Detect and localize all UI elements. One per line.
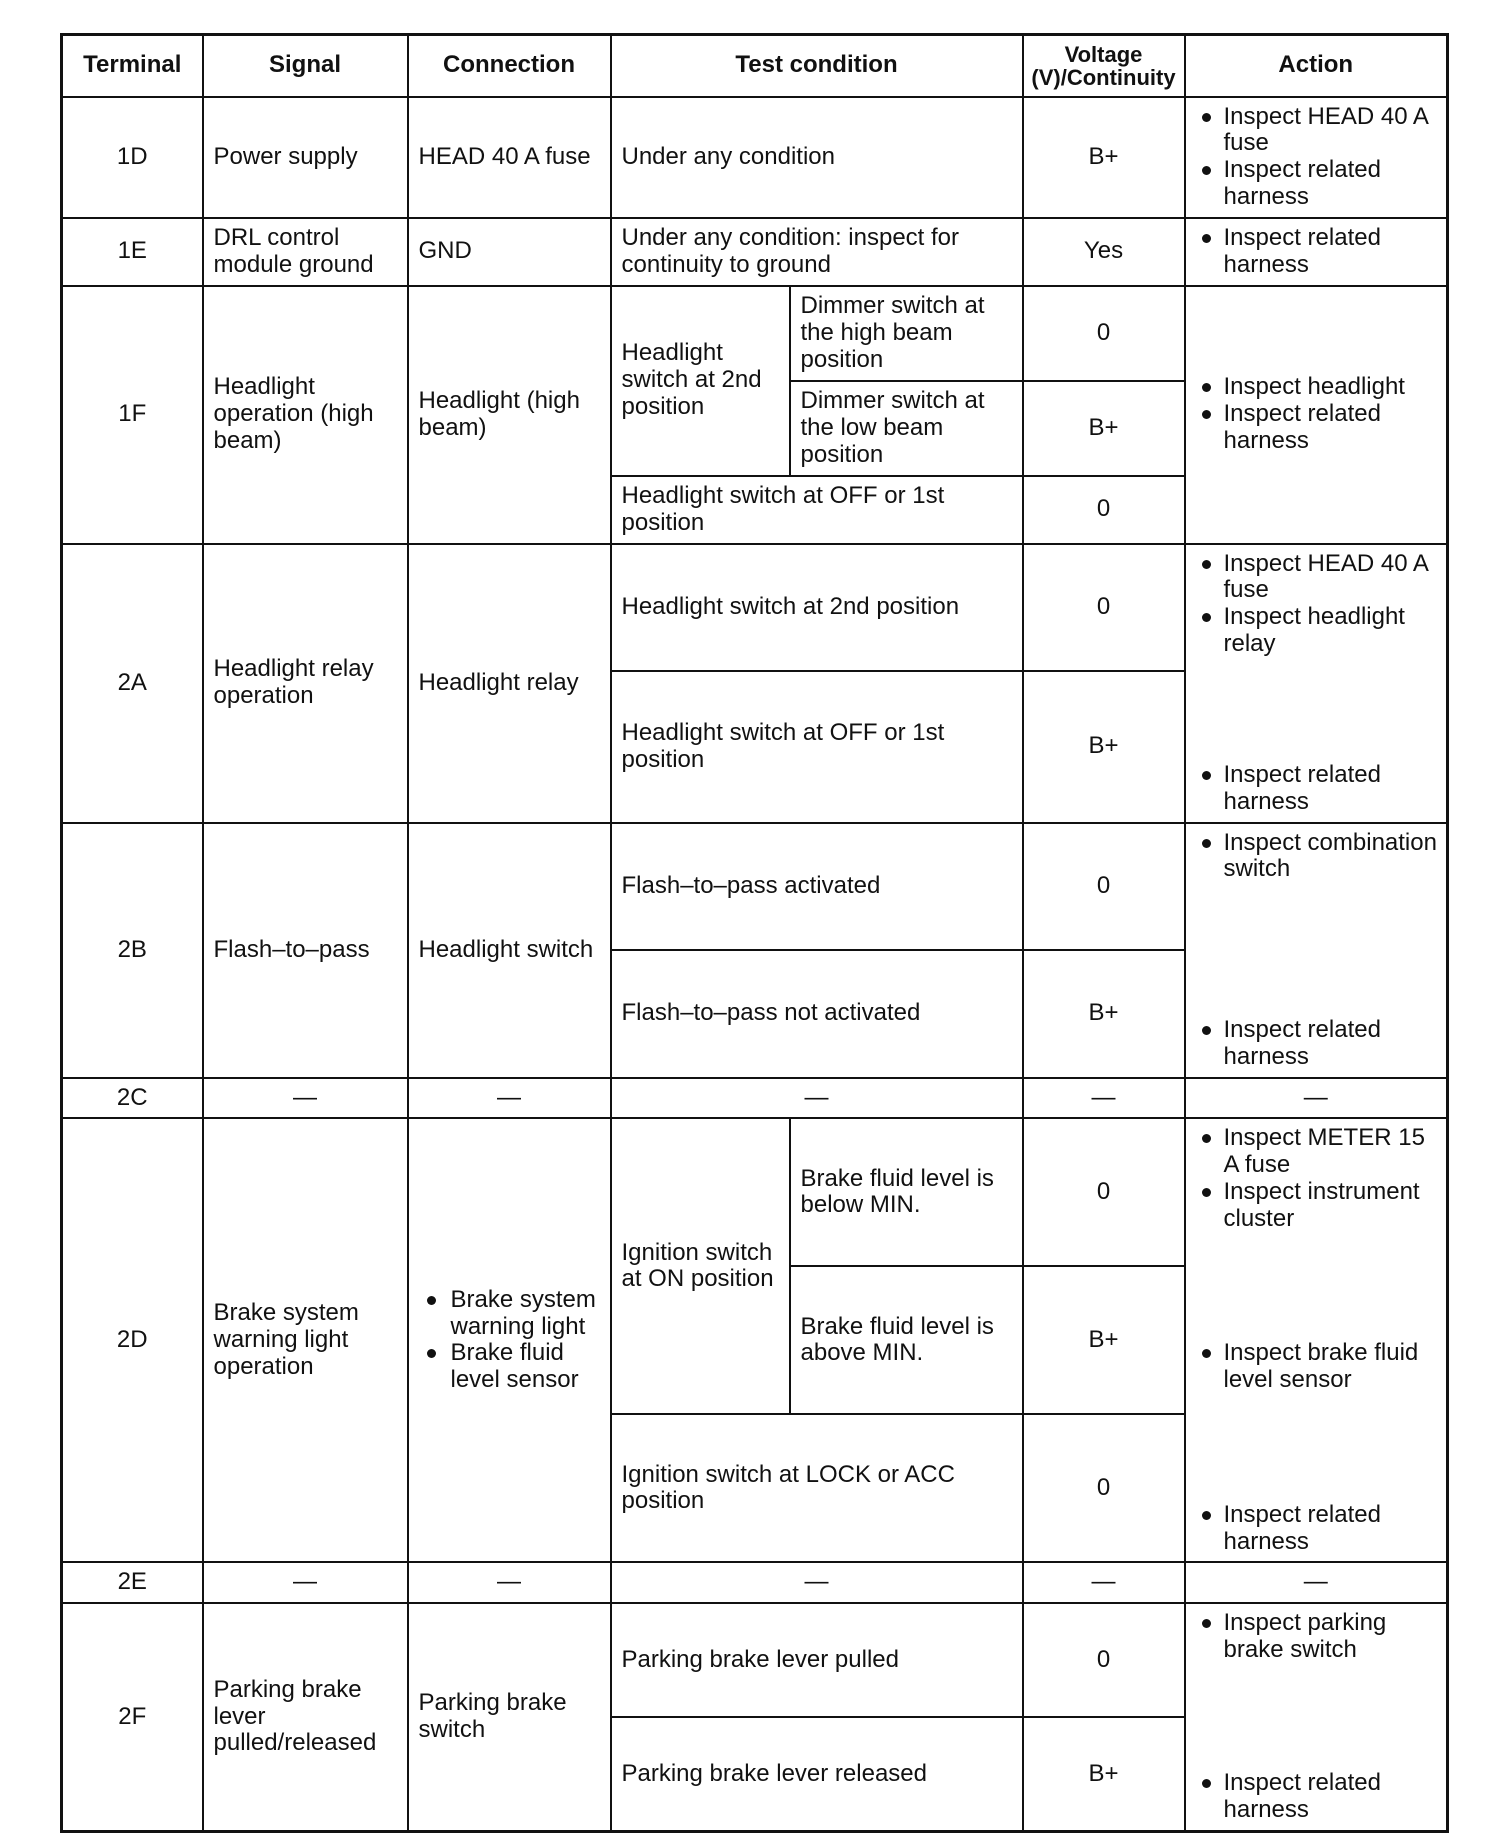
voltage-cell: B+ xyxy=(1023,97,1185,219)
connection-item: Brake fluid level sensor xyxy=(419,1340,600,1394)
table-row xyxy=(62,1603,1448,1717)
voltage-cell: 0 xyxy=(1023,1603,1185,1717)
dash-cell: — xyxy=(408,1078,611,1119)
condition-cell: Headlight switch at OFF or 1st position xyxy=(611,671,1023,823)
action-item: Inspect related harness xyxy=(1194,1502,1439,1556)
dash-cell: — xyxy=(1185,1078,1448,1119)
table-row xyxy=(62,1118,1448,1266)
signal-cell: Headlight relay operation xyxy=(203,544,408,823)
terminal-table xyxy=(60,33,1449,1833)
connection-item: Brake system warning light xyxy=(419,1287,600,1341)
connection-cell: Parking brake switch xyxy=(408,1603,611,1831)
sub-condition-cell: Brake fluid level is below MIN. xyxy=(790,1118,1023,1266)
terminal-cell: 1E xyxy=(62,218,203,286)
connection-cell: Headlight switch xyxy=(408,823,611,1078)
condition-cell: Headlight switch at OFF or 1st position xyxy=(611,476,1023,544)
table-row xyxy=(62,218,1448,286)
voltage-cell: B+ xyxy=(1023,671,1185,823)
condition-cell: Under any condition xyxy=(611,97,1023,219)
condition-cell: Under any condition: inspect for continuity to ground xyxy=(611,218,1023,286)
header-signal: Signal xyxy=(203,35,408,97)
table-row xyxy=(62,286,1448,381)
dash-cell: — xyxy=(1023,1562,1185,1603)
terminal-cell: 2C xyxy=(62,1078,203,1119)
dash-cell: — xyxy=(1023,1078,1185,1119)
connection-cell: GND xyxy=(408,218,611,286)
action-cell xyxy=(1185,97,1448,219)
voltage-cell: 0 xyxy=(1023,1414,1185,1562)
action-item: Inspect HEAD 40 A fuse xyxy=(1194,551,1439,605)
voltage-cell: 0 xyxy=(1023,1118,1185,1266)
dash-cell: — xyxy=(611,1078,1023,1119)
action-item: Inspect related harness xyxy=(1194,157,1439,211)
terminal-cell: 2B xyxy=(62,823,203,1078)
header-test-condition: Test condition xyxy=(611,35,1023,97)
terminal-cell: 2D xyxy=(62,1118,203,1562)
action-cell xyxy=(1185,1603,1448,1831)
voltage-cell: 0 xyxy=(1023,286,1185,381)
voltage-cell: B+ xyxy=(1023,1717,1185,1831)
voltage-cell: Yes xyxy=(1023,218,1185,286)
connection-cell xyxy=(408,1118,611,1562)
connection-cell: Headlight (high beam) xyxy=(408,286,611,544)
condition-cell: Flash–to–pass not activated xyxy=(611,950,1023,1078)
condition-group-cell: Headlight switch at 2nd position xyxy=(611,286,790,476)
voltage-cell: 0 xyxy=(1023,476,1185,544)
action-item: Inspect brake fluid level sensor xyxy=(1194,1340,1439,1394)
signal-cell: DRL control module ground xyxy=(203,218,408,286)
connection-cell: Headlight relay xyxy=(408,544,611,823)
condition-cell: Parking brake lever released xyxy=(611,1717,1023,1831)
table-row xyxy=(62,544,1448,671)
header-action: Action xyxy=(1185,35,1448,97)
action-item: Inspect related harness xyxy=(1194,1770,1439,1824)
voltage-cell: B+ xyxy=(1023,381,1185,476)
action-cell xyxy=(1185,218,1448,286)
action-item: Inspect parking brake switch xyxy=(1194,1610,1439,1664)
action-cell xyxy=(1185,1118,1448,1562)
action-cell xyxy=(1185,823,1448,1078)
header-connection: Connection xyxy=(408,35,611,97)
condition-cell: Parking brake lever pulled xyxy=(611,1603,1023,1717)
action-item: Inspect METER 15 A fuse xyxy=(1194,1125,1439,1179)
terminal-cell: 2E xyxy=(62,1562,203,1603)
header-row xyxy=(62,35,1448,97)
condition-cell: Headlight switch at 2nd position xyxy=(611,544,1023,671)
condition-cell: Ignition switch at LOCK or ACC position xyxy=(611,1414,1023,1562)
action-item: Inspect instrument cluster xyxy=(1194,1179,1439,1233)
action-item: Inspect headlight relay xyxy=(1194,604,1439,658)
signal-cell: Flash–to–pass xyxy=(203,823,408,1078)
action-item: Inspect related harness xyxy=(1194,401,1439,455)
terminal-cell: 2A xyxy=(62,544,203,823)
table-row xyxy=(62,97,1448,219)
sub-condition-cell: Brake fluid level is above MIN. xyxy=(790,1266,1023,1414)
voltage-cell: 0 xyxy=(1023,544,1185,671)
dash-cell: — xyxy=(408,1562,611,1603)
signal-cell: Headlight operation (high beam) xyxy=(203,286,408,544)
action-item: Inspect headlight xyxy=(1194,374,1439,401)
voltage-cell: B+ xyxy=(1023,950,1185,1078)
action-item: Inspect related harness xyxy=(1194,225,1439,279)
dash-cell: — xyxy=(203,1078,408,1119)
condition-cell: Flash–to–pass activated xyxy=(611,823,1023,950)
terminal-cell: 2F xyxy=(62,1603,203,1831)
dash-cell: — xyxy=(203,1562,408,1603)
sub-condition-cell: Dimmer switch at the low beam position xyxy=(790,381,1023,476)
dash-cell: — xyxy=(1185,1562,1448,1603)
condition-group-cell: Ignition switch at ON position xyxy=(611,1118,790,1414)
dash-cell: — xyxy=(611,1562,1023,1603)
action-item: Inspect related harness xyxy=(1194,1017,1439,1071)
signal-cell: Brake system warning light operation xyxy=(203,1118,408,1562)
voltage-cell: B+ xyxy=(1023,1266,1185,1414)
signal-cell: Parking brake lever pulled/released xyxy=(203,1603,408,1831)
signal-cell: Power supply xyxy=(203,97,408,219)
header-terminal: Terminal xyxy=(62,35,203,97)
table-row xyxy=(62,823,1448,950)
table-row xyxy=(62,1562,1448,1603)
table-row xyxy=(62,1078,1448,1119)
sub-condition-cell: Dimmer switch at the high beam position xyxy=(790,286,1023,381)
header-voltage: Voltage (V)/Continuity xyxy=(1023,35,1185,97)
action-item: Inspect HEAD 40 A fuse xyxy=(1194,104,1439,158)
action-cell xyxy=(1185,286,1448,544)
terminal-cell: 1F xyxy=(62,286,203,544)
action-item: Inspect related harness xyxy=(1194,762,1439,816)
voltage-cell: 0 xyxy=(1023,823,1185,950)
connection-cell: HEAD 40 A fuse xyxy=(408,97,611,219)
action-item: Inspect combination switch xyxy=(1194,830,1439,884)
action-cell xyxy=(1185,544,1448,823)
terminal-cell: 1D xyxy=(62,97,203,219)
